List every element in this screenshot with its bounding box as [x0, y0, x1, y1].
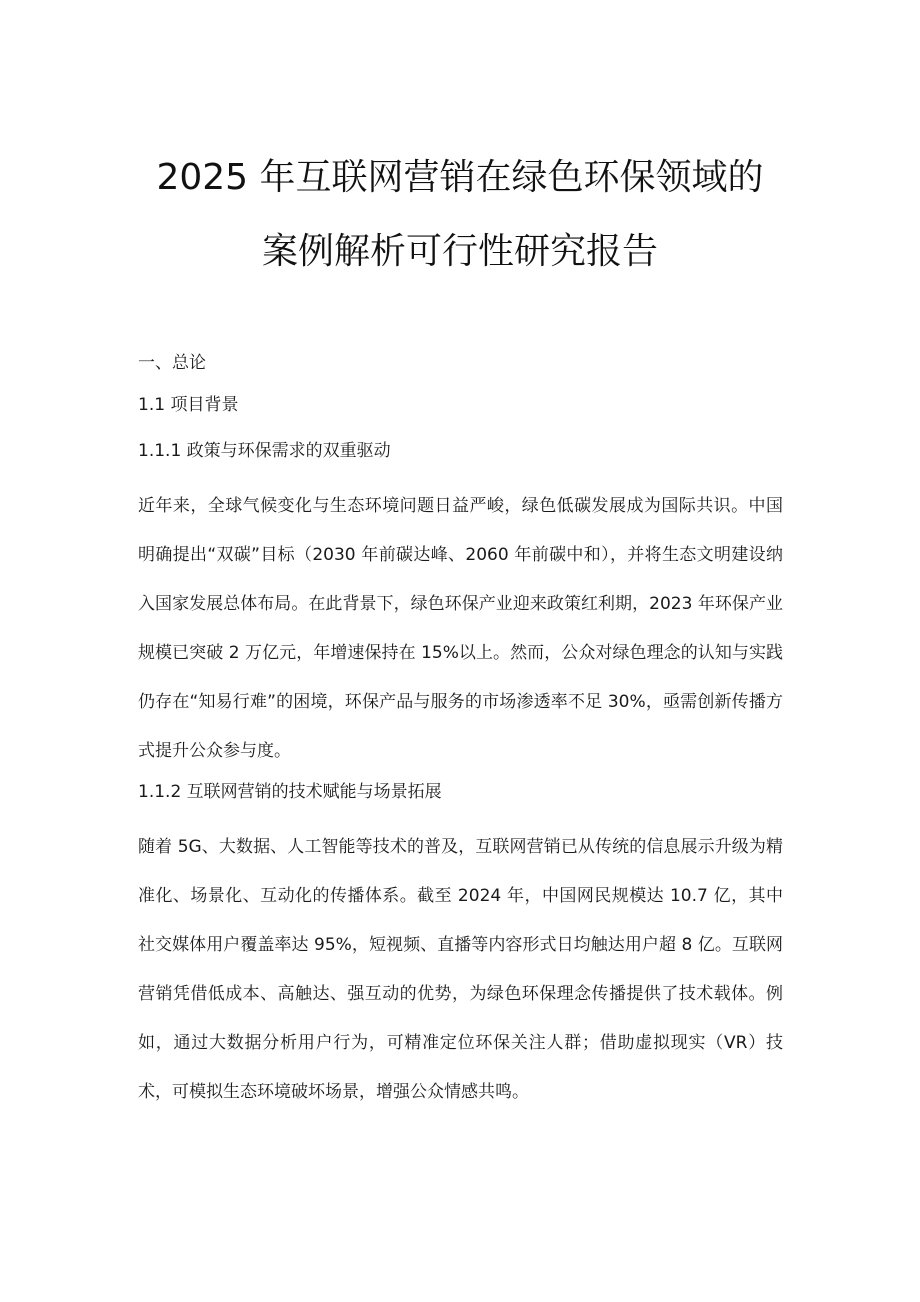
paragraph-tech-empowerment: 随着 5G、大数据、人工智能等技术的普及，互联网营销已从传统的信息展示升级为精准化、场景化、互动化的传播体系。截至 2024 年，中国网民规模达 10.7 亿，其中社交媒体用户覆盖率达 95%，短视频、直播等内容形式日均触达用户超 8 亿。互联网营销凭借低成本、高触达、强互动的优势，为绿色环保理念传播提供了技术载体。例如，通过大数据分析用户行为，可精准定位环保关注人群；借助虚拟现实（VR）技术，可模拟生态环境破坏场景，增强公众情感共鸣。 — [138, 837, 783, 1102]
document-title-line-1: 2025 年互联网营销在绿色环保领域的 — [156, 157, 764, 198]
section-heading-1-1-2: 1.1.2 互联网营销的技术赋能与场景拓展 — [138, 782, 442, 802]
section-heading-1: 一、总论 — [138, 353, 206, 373]
section-heading-1-1-1: 1.1.1 政策与环保需求的双重驱动 — [138, 441, 391, 461]
section-heading-1-1: 1.1 项目背景 — [138, 395, 239, 415]
document-body — [138, 352, 783, 1122]
document-title-line-2: 案例解析可行性研究报告 — [261, 231, 658, 272]
paragraph-policy-drivers: 近年来，全球气候变化与生态环境问题日益严峻，绿色低碳发展成为国际共识。中国明确提出“双碳”目标（2030 年前碳达峰、2060 年前碳中和），并将生态文明建设纳入国家发展总体布局。在此背景下，绿色环保产业迎来政策红利期，2023 年环保产业规模已突破 2 万亿元，年增速保持在 15%以上。然而，公众对绿色理念的认知与实践仍存在“知易行难”的困境，环保产品与服务的市场渗透率不足 30%，亟需创新传播方式提升公众参与度。 — [138, 496, 783, 761]
